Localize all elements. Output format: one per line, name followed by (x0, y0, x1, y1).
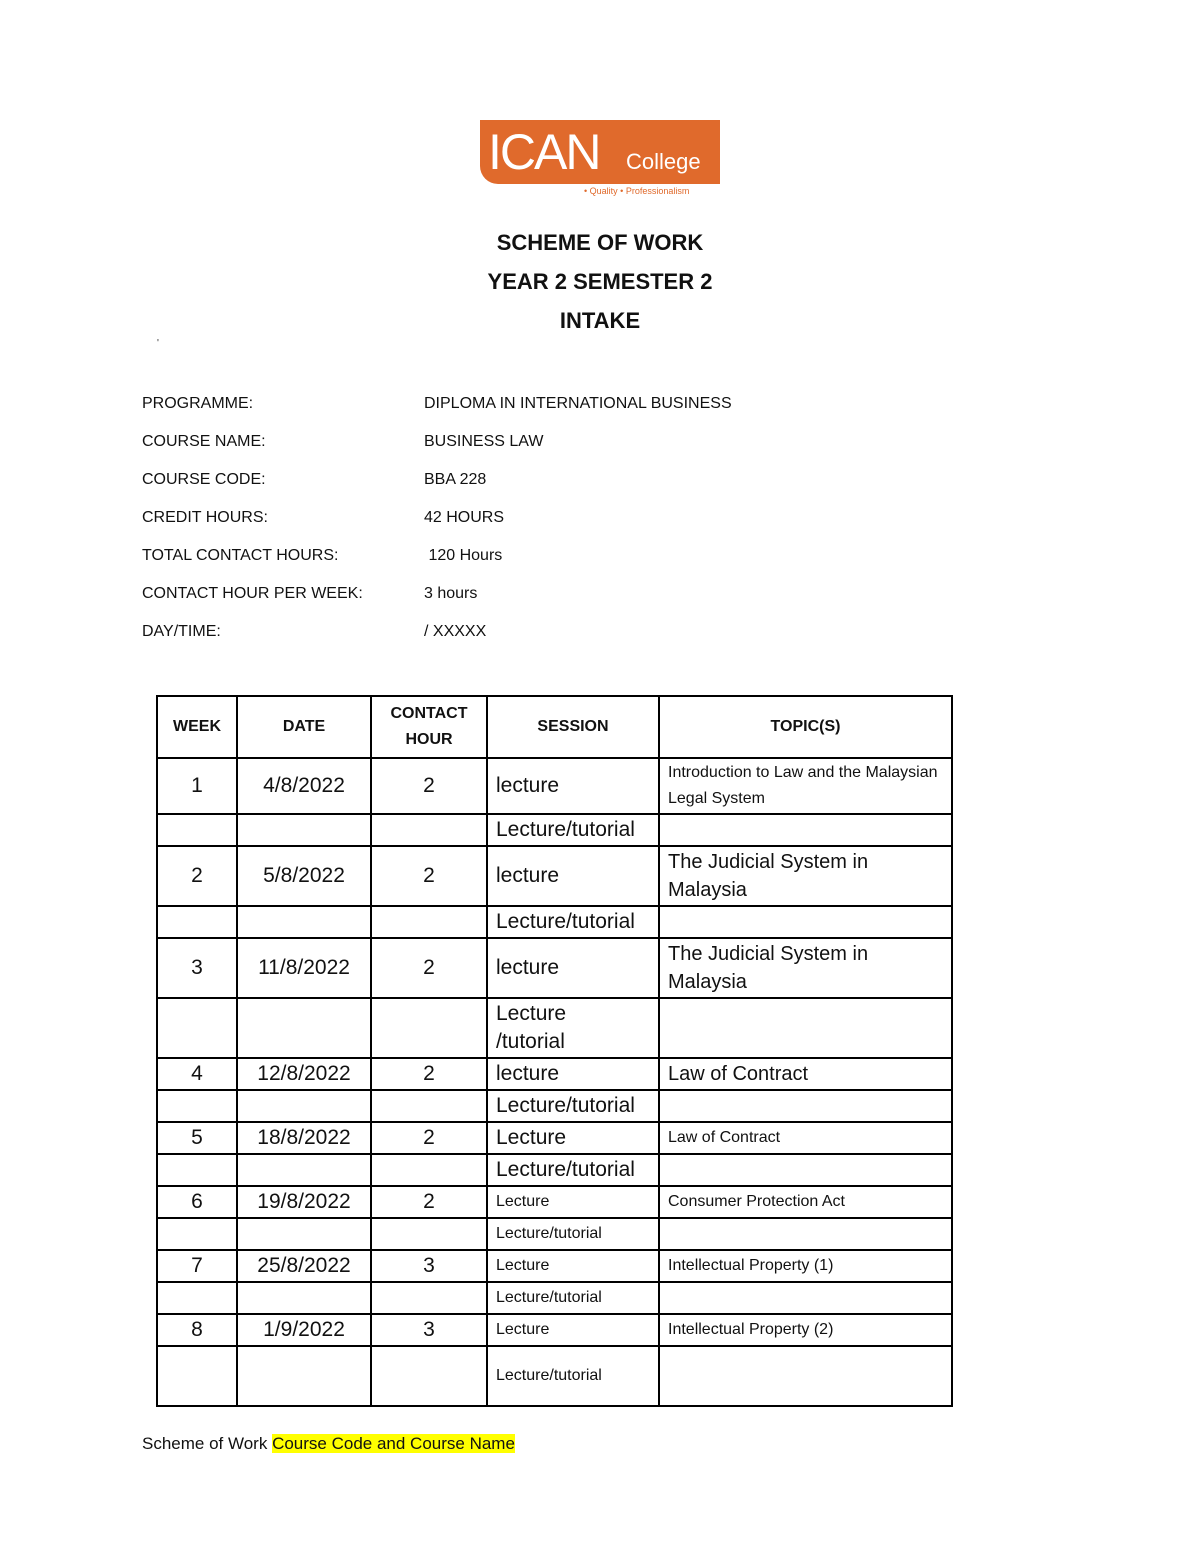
cell-hours (371, 906, 487, 938)
info-value: 42 HOURS (424, 509, 505, 526)
table-row (157, 814, 952, 846)
info-row-course-code (142, 469, 842, 507)
cell-topic (659, 998, 952, 1058)
cell-hours: 2 (371, 1186, 487, 1218)
info-label: COURSE CODE: (142, 471, 266, 488)
cell-session: Lecture/tutorial (487, 906, 659, 938)
cell-date (237, 1346, 371, 1406)
cell-week (157, 1282, 237, 1314)
info-label: PROGRAMME: (142, 395, 254, 412)
cell-hours: 3 (371, 1250, 487, 1282)
table-header-row (157, 696, 952, 758)
header-week: WEEK (157, 696, 237, 758)
cell-week: 3 (157, 938, 237, 998)
table-row (157, 846, 952, 906)
cell-date: 25/8/2022 (237, 1250, 371, 1282)
cell-date (237, 906, 371, 938)
logo-sub-text: College (626, 149, 701, 174)
table-row (157, 758, 952, 814)
cell-topic (659, 1218, 952, 1250)
cell-topic (659, 1346, 952, 1406)
info-row-total-contact-hours (142, 545, 842, 583)
cell-topic (659, 814, 952, 846)
cell-week: 1 (157, 758, 237, 814)
cell-session: Lecture (487, 1122, 659, 1154)
cell-topic: Law of Contract (659, 1122, 952, 1154)
cell-topic (659, 1090, 952, 1122)
cell-topic: Introduction to Law and the Malaysian Legal System (659, 758, 952, 814)
cell-hours (371, 998, 487, 1058)
table-row (157, 1154, 952, 1186)
cell-session: Lecture/tutorial (487, 1090, 659, 1122)
table-row (157, 1314, 952, 1346)
cell-date (237, 814, 371, 846)
page-footer (142, 1432, 515, 1456)
logo-main-text: ICAN (488, 124, 600, 180)
cell-date: 19/8/2022 (237, 1186, 371, 1218)
cell-week (157, 906, 237, 938)
cell-session: lecture (487, 1058, 659, 1090)
table-row (157, 1090, 952, 1122)
cell-topic (659, 1282, 952, 1314)
cell-week: 6 (157, 1186, 237, 1218)
cell-hours (371, 1090, 487, 1122)
info-label: DAY/TIME: (142, 623, 221, 640)
info-value: 3 hours (424, 585, 478, 602)
table-row (157, 938, 952, 998)
info-row-day-time (142, 621, 842, 659)
stray-mark: ' (157, 338, 159, 349)
cell-week: 2 (157, 846, 237, 906)
cell-session (487, 998, 659, 1058)
header-contact-hour: CONTACT HOUR (371, 696, 487, 758)
cell-topic: Intellectual Property (1) (659, 1250, 952, 1282)
cell-date: 4/8/2022 (237, 758, 371, 814)
cell-session: Lecture/tutorial (487, 1154, 659, 1186)
cell-topic: The Judicial System in Malaysia (659, 938, 952, 998)
cell-week: 5 (157, 1122, 237, 1154)
table-row (157, 906, 952, 938)
cell-hours (371, 814, 487, 846)
cell-session: Lecture/tutorial (487, 1346, 659, 1406)
cell-topic: The Judicial System in Malaysia (659, 846, 952, 906)
cell-topic: Consumer Protection Act (659, 1186, 952, 1218)
cell-session: Lecture/tutorial (487, 1218, 659, 1250)
table-row (157, 1218, 952, 1250)
info-value: BBA 228 (424, 471, 487, 488)
cell-hours (371, 1218, 487, 1250)
header-date: DATE (237, 696, 371, 758)
table-row (157, 1346, 952, 1406)
cell-hours (371, 1346, 487, 1406)
info-label: TOTAL CONTACT HOURS: (142, 547, 339, 564)
cell-session: Lecture (487, 1250, 659, 1282)
info-row-programme (142, 393, 842, 431)
scheme-of-work-table (156, 695, 953, 1407)
session-text: Lecture /tutorial (496, 1002, 567, 1053)
cell-session: Lecture (487, 1314, 659, 1346)
table-row (157, 1122, 952, 1154)
cell-topic (659, 906, 952, 938)
cell-week (157, 814, 237, 846)
header-session: SESSION (487, 696, 659, 758)
document-title: SCHEME OF WORK (496, 230, 704, 255)
info-label: CREDIT HOURS: (142, 509, 268, 526)
info-value: DIPLOMA IN INTERNATIONAL BUSINESS (424, 395, 732, 412)
cell-date (237, 1218, 371, 1250)
cell-date: 18/8/2022 (237, 1122, 371, 1154)
cell-week (157, 1346, 237, 1406)
info-row-credit-hours (142, 507, 842, 545)
header-topics: TOPIC(S) (659, 696, 952, 758)
cell-week: 4 (157, 1058, 237, 1090)
cell-hours: 2 (371, 938, 487, 998)
cell-hours: 2 (371, 758, 487, 814)
info-value: / XXXXX (424, 623, 487, 640)
footer-highlight: Course Code and Course Name (272, 1434, 515, 1453)
course-info (142, 393, 842, 659)
cell-week (157, 1090, 237, 1122)
table-row (157, 1250, 952, 1282)
cell-date: 1/9/2022 (237, 1314, 371, 1346)
cell-date (237, 998, 371, 1058)
cell-session: lecture (487, 846, 659, 906)
cell-date: 12/8/2022 (237, 1058, 371, 1090)
cell-hours: 2 (371, 846, 487, 906)
document-subtitle-intake: INTAKE (559, 308, 641, 333)
document-subtitle-year: YEAR 2 SEMESTER 2 (487, 269, 713, 294)
cell-date (237, 1282, 371, 1314)
cell-date: 5/8/2022 (237, 846, 371, 906)
cell-week (157, 1154, 237, 1186)
info-row-contact-hour-per-week (142, 583, 842, 621)
cell-session: Lecture/tutorial (487, 1282, 659, 1314)
cell-week (157, 1218, 237, 1250)
info-value: 120 Hours (424, 547, 503, 564)
cell-hours: 2 (371, 1122, 487, 1154)
cell-hours: 3 (371, 1314, 487, 1346)
cell-topic (659, 1154, 952, 1186)
table-row (157, 998, 952, 1058)
info-label: CONTACT HOUR PER WEEK: (142, 585, 363, 602)
cell-hours (371, 1282, 487, 1314)
cell-hours (371, 1154, 487, 1186)
cell-topic: Intellectual Property (2) (659, 1314, 952, 1346)
info-value: BUSINESS LAW (424, 433, 544, 450)
cell-date (237, 1090, 371, 1122)
college-logo (480, 120, 720, 196)
logo-tagline: • Quality • Professionalism (584, 186, 690, 196)
cell-date (237, 1154, 371, 1186)
cell-week: 8 (157, 1314, 237, 1346)
cell-session: lecture (487, 938, 659, 998)
cell-session: lecture (487, 758, 659, 814)
cell-week (157, 998, 237, 1058)
info-label: COURSE NAME: (142, 433, 266, 450)
table-row (157, 1058, 952, 1090)
footer-prefix: Scheme of Work (142, 1434, 273, 1453)
table-row (157, 1282, 952, 1314)
cell-hours: 2 (371, 1058, 487, 1090)
cell-session: Lecture (487, 1186, 659, 1218)
cell-date: 11/8/2022 (237, 938, 371, 998)
cell-topic: Law of Contract (659, 1058, 952, 1090)
info-row-course-name (142, 431, 842, 469)
table-row (157, 1186, 952, 1218)
cell-week: 7 (157, 1250, 237, 1282)
cell-session: Lecture/tutorial (487, 814, 659, 846)
